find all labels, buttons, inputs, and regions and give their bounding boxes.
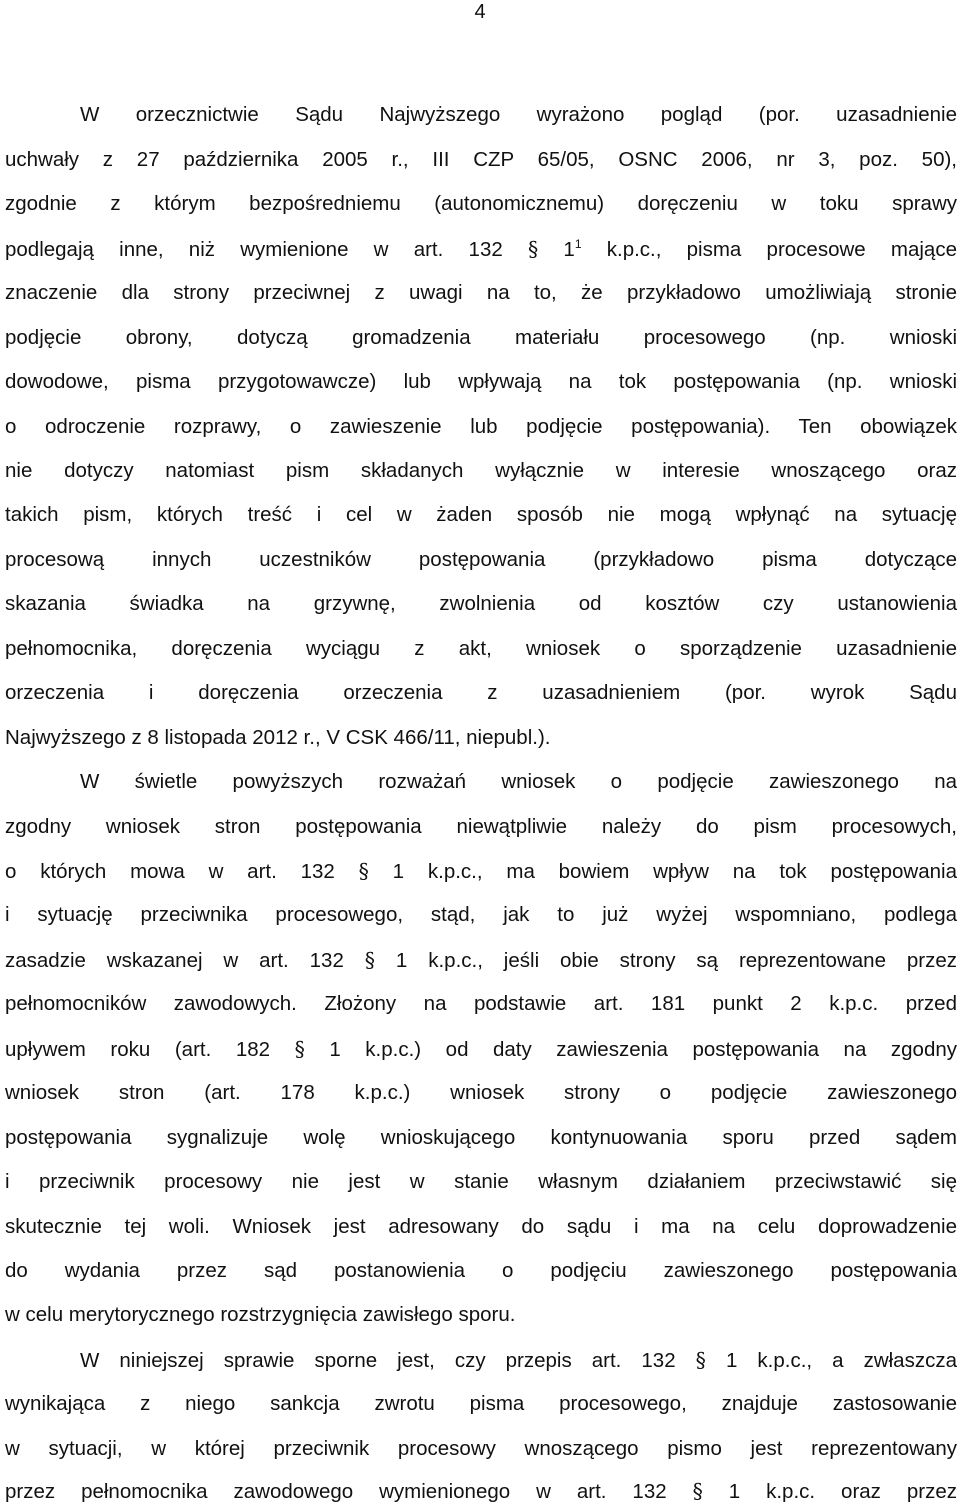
- text-line: pełnomocnika, doręczenia wyciągu z akt, wniosek o sporządzenie uzasadnienie: [5, 637, 957, 660]
- section-sign: §: [527, 237, 539, 261]
- text-line: uchwały z 27 października 2005 r., III CZP 65/05, OSNC 2006, nr 3, poz. 50),: [5, 148, 957, 171]
- text-line: wniosek stron (art. 178 k.p.c.) wniosek strony o podjęcie zawieszonego: [5, 1081, 957, 1104]
- section-sign: §: [358, 859, 369, 883]
- text-line: dowodowe, pisma przygotowawcze) lub wpływają na tok postępowania (np. wnioski: [5, 370, 957, 393]
- section-sign: §: [294, 1037, 305, 1061]
- text-line: zgodnie z którym bezpośredniemu (autonomicznemu) doręczeniu w toku sprawy: [5, 192, 957, 215]
- text-line: wynikająca z niego sankcja zwrotu pisma procesowego, znajduje zastosowanie: [5, 1392, 957, 1415]
- text-line: Najwyższego z 8 listopada 2012 r., V CSK 466/11, niepubl.).: [5, 726, 551, 749]
- text-line: W niniejszej sprawie sporne jest, czy przepis art. 132 § 1 k.p.c., a zwłaszcza: [80, 1348, 957, 1372]
- superscript: 1: [574, 237, 582, 252]
- text-line: nie dotyczy natomiast pism składanych wyłącznie w interesie wnoszącego oraz: [5, 459, 957, 482]
- text-line: i sytuację przeciwnika procesowego, stąd, jak to już wyżej wspomniano, podlega: [5, 903, 957, 926]
- text-line: skazania świadka na grzywnę, zwolnienia od kosztów czy ustanowienia: [5, 592, 957, 615]
- text-line: podjęcie obrony, dotyczą gromadzenia materiału procesowego (np. wnioski: [5, 326, 957, 349]
- text-line: w sytuacji, w której przeciwnik procesowy wnoszącego pismo jest reprezentowany: [5, 1437, 957, 1460]
- text-line: pełnomocników zawodowych. Złożony na podstawie art. 181 punkt 2 k.p.c. przed: [5, 992, 957, 1015]
- text-line: znaczenie dla strony przeciwnej z uwagi na to, że przykładowo umożliwiają stronie: [5, 281, 957, 304]
- page-number: 4: [474, 1, 486, 23]
- text-line: zgodny wniosek stron postępowania niewątpliwie należy do pism procesowych,: [5, 815, 957, 838]
- text-line: takich pism, których treść i cel w żaden sposób nie mogą wpłynąć na sytuację: [5, 503, 957, 526]
- text-line: przez pełnomocnika zawodowego wymienionego w art. 132 § 1 k.p.c. oraz przez: [5, 1479, 957, 1503]
- text-line: W orzecznictwie Sądu Najwyższego wyrażono pogląd (por. uzasadnienie: [80, 103, 957, 126]
- text-line: skutecznie tej woli. Wniosek jest adresowany do sądu i ma na celu doprowadzenie: [5, 1215, 957, 1238]
- section-sign: §: [695, 1348, 706, 1372]
- text-line: zasadzie wskazanej w art. 132 § 1 k.p.c., jeśli obie strony są reprezentowane przez: [5, 948, 957, 972]
- text-line: i przeciwnik procesowy nie jest w stanie własnym działaniem przeciwstawić się: [5, 1170, 957, 1193]
- section-sign: §: [692, 1479, 703, 1503]
- text-line: o których mowa w art. 132 § 1 k.p.c., ma bowiem wpływ na tok postępowania: [5, 859, 957, 883]
- text-line: podlegają inne, niż wymienione w art. 132 § $1^1$ k.p.c., pisma procesowe mające: [5, 237, 957, 261]
- text-line: do wydania przez sąd postanowienia o podjęciu zawieszonego postępowania: [5, 1259, 957, 1282]
- text-line: procesową innych uczestników postępowania (przykładowo pisma dotyczące: [5, 548, 957, 571]
- text-line: o odroczenie rozprawy, o zawieszenie lub podjęcie postępowania). Ten obowiązek: [5, 415, 957, 438]
- text-line: orzeczenia i doręczenia orzeczenia z uzasadnieniem (por. wyrok Sądu: [5, 681, 957, 704]
- section-sign: §: [364, 948, 376, 972]
- text-line: postępowania sygnalizuje wolę wnioskującego kontynuowania sporu przed sądem: [5, 1126, 957, 1149]
- text-line: w celu merytorycznego rozstrzygnięcia zawisłego sporu.: [5, 1303, 516, 1326]
- text-line: W świetle powyższych rozważań wniosek o podjęcie zawieszonego na: [80, 770, 957, 793]
- text-line: upływem roku (art. 182 § 1 k.p.c.) od daty zawieszenia postępowania na zgodny: [5, 1037, 957, 1061]
